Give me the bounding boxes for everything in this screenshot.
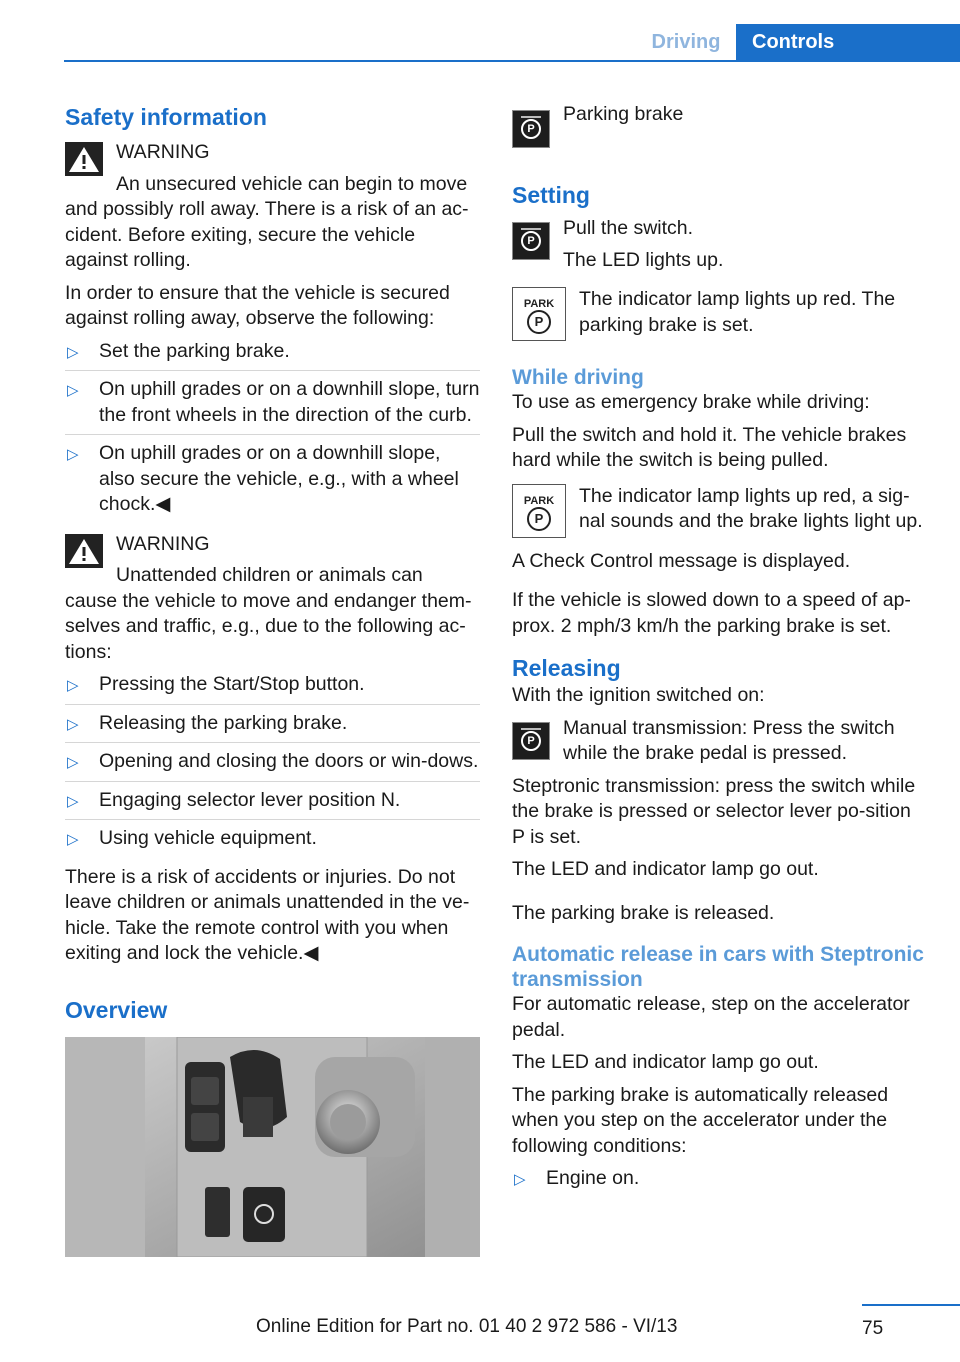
triangle-bullet-icon: ▷ bbox=[67, 715, 79, 733]
warning-triangle-icon bbox=[65, 534, 103, 568]
releasing-manual-text: Manual transmission: Press the switch while the brake pedal is pressed. bbox=[563, 716, 895, 764]
releasing-text-2: The LED and indicator lamp go out. bbox=[512, 858, 819, 880]
triangle-bullet-icon: ▷ bbox=[67, 792, 79, 810]
driving-text-3: A Check Control message is displayed. bbox=[512, 549, 851, 572]
parking-brake-label: Parking brake bbox=[563, 103, 684, 125]
automatic-release-heading: Automatic release in cars with Steptronic transmission bbox=[512, 943, 924, 991]
section-tab-driving: Driving bbox=[651, 31, 721, 53]
secure-intro-text: In order to ensure that the vehicle is secured against rolling away, observe the following: bbox=[65, 281, 450, 329]
secure-list bbox=[65, 339, 480, 524]
warning-block-2 bbox=[65, 532, 480, 666]
parking-brake-label-row bbox=[512, 103, 926, 152]
driving-text-4: If the vehicle is slowed down to a speed of ap‐prox. 2 mph/3 km/h the parking brake is set. bbox=[512, 589, 911, 637]
releasing-steptronic-text: Steptronic transmission: press the switch while the brake is pressed or selector lever po‐sition P is set. bbox=[512, 774, 916, 848]
warning-text: Unattended children or animals can cause the vehicle to move and endanger them‐selves and traffic, e.g., due to the following ac‐tions: bbox=[65, 564, 472, 663]
setting-indicator-row bbox=[512, 287, 926, 345]
warning-text: An unsecured vehicle can begin to move and possibly roll away. There is a risk of an ac‐cident. Before exiting, secure the vehicle against rolling. bbox=[65, 172, 469, 271]
list-item: ▷ Engaging selector lever position N. bbox=[65, 788, 480, 821]
auto-conditions-list bbox=[512, 1166, 926, 1198]
list-item: ▷ Releasing the parking brake. bbox=[65, 711, 480, 744]
auto-text-2: The LED and indicator lamp go out. bbox=[512, 1051, 819, 1073]
driving-text-1: To use as emergency brake while driving: bbox=[512, 391, 870, 413]
driving-indicator-row bbox=[512, 484, 926, 542]
setting-line-2: The LED lights up. bbox=[563, 248, 724, 271]
setting-heading: Setting bbox=[512, 182, 590, 208]
warning-title: WARNING bbox=[116, 532, 210, 555]
parking-brake-switch-icon: P bbox=[512, 722, 550, 760]
edition-footer: Online Edition for Part no. 01 40 2 972 586 - VI/13 bbox=[256, 1316, 678, 1337]
warning-end-text: There is a risk of accidents or injuries. Do not leave children or animals unattended in the ve‐hicle. Take the remote control with you when exiting and lock the vehicle.◀ bbox=[65, 865, 470, 964]
list-item: ▷ Pressing the Start/Stop button. bbox=[65, 672, 480, 705]
triangle-bullet-icon: ▷ bbox=[67, 831, 79, 848]
section-tab-controls: Controls bbox=[736, 24, 960, 61]
warning-title: WARNING bbox=[116, 141, 210, 163]
list-item: ▷ Engine on. bbox=[512, 1166, 926, 1198]
releasing-manual-row bbox=[512, 716, 926, 767]
warning-triangle-icon bbox=[65, 142, 103, 176]
right-column bbox=[512, 100, 926, 1205]
releasing-heading: Releasing bbox=[512, 655, 621, 681]
setting-indicator-text: The indicator lamp lights up red. The parking brake is set. bbox=[579, 288, 896, 336]
releasing-text-3: The parking brake is released. bbox=[512, 901, 775, 924]
auto-text-3: The parking brake is automatically released when you step on the accelerator under the following conditions: bbox=[512, 1083, 889, 1157]
while-driving-heading: While driving bbox=[512, 366, 644, 389]
driving-indicator-text: The indicator lamp lights up red, a sig‐nal sounds and the brake lights light up. bbox=[579, 484, 923, 532]
warning-block-1 bbox=[65, 140, 480, 274]
releasing-text-1: With the ignition switched on: bbox=[512, 684, 765, 706]
triangle-bullet-icon: ▷ bbox=[67, 754, 79, 771]
auto-text-1: For automatic release, step on the accelerator pedal. bbox=[512, 993, 910, 1041]
center-console-photo bbox=[65, 1037, 480, 1257]
setting-row bbox=[512, 216, 926, 273]
actions-list bbox=[65, 672, 480, 858]
left-column bbox=[65, 100, 480, 1025]
footer-rule bbox=[862, 1304, 960, 1306]
driving-text-2: Pull the switch and hold it. The vehicle brakes hard while the switch is being pulled. bbox=[512, 423, 907, 471]
page-header bbox=[0, 0, 960, 64]
safety-information-heading: Safety information bbox=[65, 104, 267, 130]
park-indicator-icon: PARK P bbox=[512, 287, 566, 341]
triangle-bullet-icon: ▷ bbox=[67, 382, 79, 399]
page-number: 75 bbox=[862, 1318, 884, 1339]
triangle-bullet-icon: ▷ bbox=[514, 1171, 526, 1188]
list-item: ▷ Opening and closing the doors or win‐dows. bbox=[65, 749, 480, 782]
triangle-bullet-icon: ▷ bbox=[67, 343, 79, 361]
list-item: ▷ Using vehicle equipment. bbox=[65, 826, 480, 858]
list-item: ▷ Set the parking brake. bbox=[65, 339, 480, 372]
list-item: ▷ On uphill grades or on a downhill slope, turn the front wheels in the direction of the curb. bbox=[65, 377, 480, 435]
parking-brake-switch-icon: P bbox=[512, 222, 550, 260]
overview-heading: Overview bbox=[65, 996, 168, 1023]
triangle-bullet-icon: ▷ bbox=[67, 446, 79, 463]
parking-brake-switch-icon: P bbox=[512, 110, 550, 148]
triangle-bullet-icon: ▷ bbox=[67, 677, 79, 694]
setting-line-1: Pull the switch. bbox=[563, 217, 694, 239]
list-item: ▷ On uphill grades or on a downhill slope, also secure the vehicle, e.g., with a wheel chock.◀ bbox=[67, 442, 459, 515]
header-rule bbox=[64, 60, 960, 62]
park-indicator-icon: PARK P bbox=[512, 484, 566, 538]
